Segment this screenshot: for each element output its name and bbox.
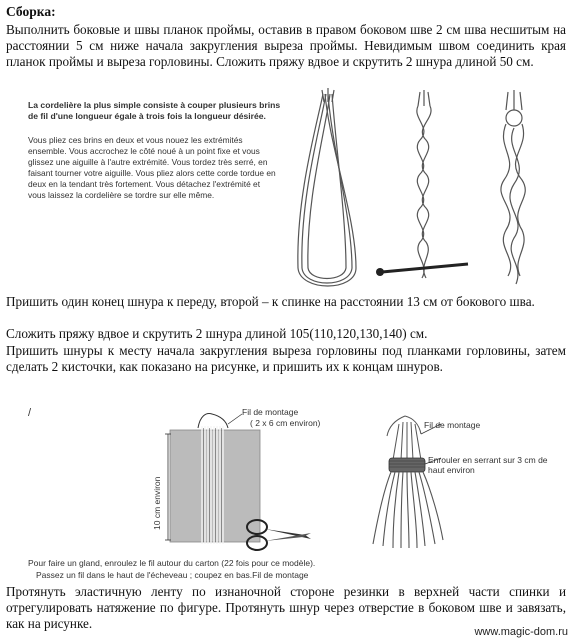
cord-illustration	[290, 88, 570, 298]
scissors-icon	[245, 515, 315, 553]
tassel-caption-1: Pour faire un gland, enroulez le fil autour du carton (22 fois pour ce modèle).	[28, 558, 316, 568]
cord-loop-icon	[298, 88, 356, 286]
cord-heading: La cordelière la plus simple consiste à couper plusieurs brins de fil d'une longueur égale à trois fois la longueur désirée.	[28, 100, 281, 121]
tie-thread-icon	[198, 414, 228, 428]
site-watermark: www.magic-dom.ru	[474, 626, 568, 638]
enrouler-label: Enrouler en serrant sur 3 cm de haut environ	[428, 455, 548, 475]
assembly-paragraph-3: Сложить пряжу вдвое и скрутить 2 шнура длиной 105(110,120,130,140) см.	[6, 326, 428, 341]
fil-de-montage-label: Fil de montage	[242, 407, 299, 417]
assembly-paragraph-4: Пришить шнуры к месту начала закругления выреза горловины под планками горловины, затем сделать 2 кисточки, как показано на рисунке, и пришить их к концам шнуров.	[6, 343, 566, 374]
height-dimension	[165, 432, 171, 542]
wrapping-band-icon	[389, 458, 425, 472]
twisted-cord-icon	[417, 90, 431, 278]
tassel-caption-2-text: Passez un fil dans le haut de l'écheveau ; coupez en bas.	[36, 570, 253, 580]
tassel-caption-2-fil: Fil de montage	[252, 570, 309, 580]
assembly-paragraph-1: Выполнить боковые и швы планок проймы, оставив в правом боковом шве 2 см шва несшитым на расстоянии 5 см ниже начала закругления выреза проймы. Невидимым швом соединить края планок проймы и выреза горловины. Сложить пряжу вдвое и скрутить 2 шнура длиной 50 см.	[6, 22, 566, 69]
tassel-illustration	[365, 412, 455, 552]
assembly-paragraph-5: Протянуть эластичную ленту по изнаночной стороне резинки в верхней части спинки и отрегулировать натяжение по фигуре. Протянуть шнур через отверстие в боковом шве и завязать, как на рисунке.	[6, 584, 566, 631]
tassel-strands-icon	[373, 472, 443, 548]
height-label: 10 cm environ	[152, 476, 162, 530]
section-title: Сборка:	[6, 4, 56, 19]
cord-body: Vous pliez ces brins en deux et vous nouez les extrémités ensemble. Vous accrochez le côté noué à un point fixe et vous glissez une aiguille à l'autre extrémité. Vous tordez très serré, en faisant tourner votre aiguille. Vous pliez alors cette corde tordue en deux en la tendant très fortement. Vous détachez l'extrémité et vous laissez la cordelière se tordre sur elle même.	[28, 135, 276, 200]
tassel-caption-2	[36, 570, 308, 580]
needle-icon	[376, 264, 468, 276]
assembly-paragraph-2: Пришить один конец шнура к переду, второй – к спинке на расстоянии 13 см от бокового шва.	[6, 294, 535, 309]
cordeliere-icon	[501, 90, 525, 284]
figure-mark: /	[28, 407, 32, 419]
fil-de-montage-right-label: Fil de montage	[424, 420, 481, 430]
fil-size-label: ( 2 x 6 cm environ)	[250, 418, 321, 428]
